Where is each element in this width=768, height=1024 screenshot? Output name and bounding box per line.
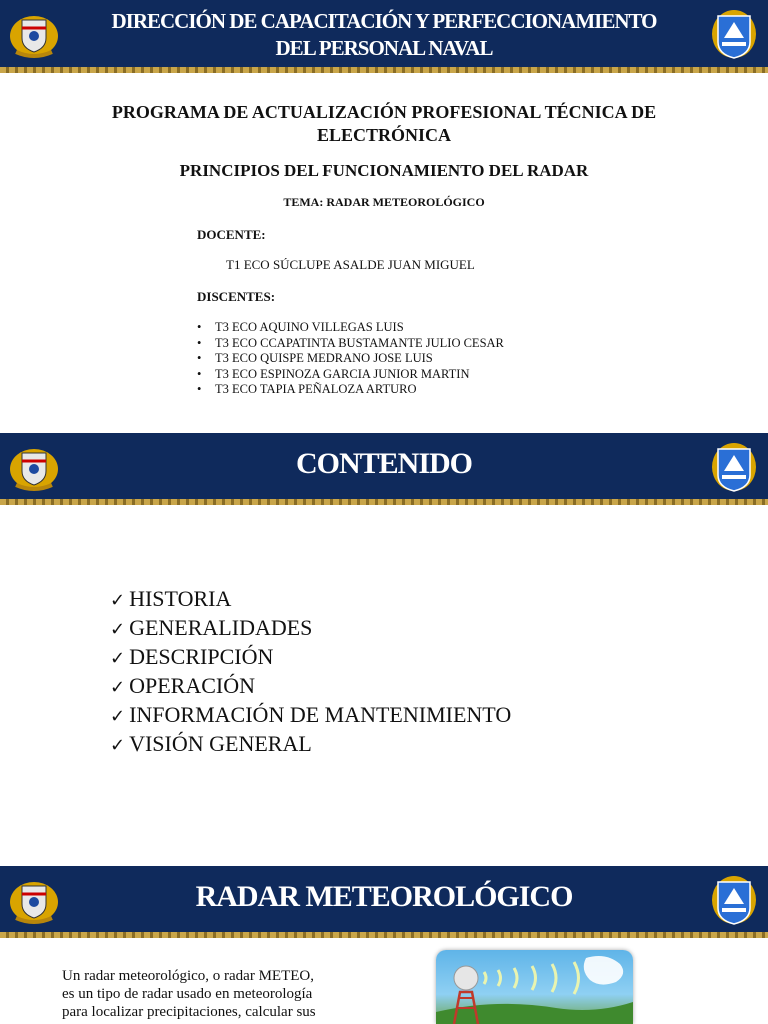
radar-description: Un radar meteorológico, o radar METEO, es un tipo de radar usado en meteorología para localizar precipitaciones, calcular sus bbox=[62, 968, 316, 1020]
list-item: ✓ INFORMACIÓN DE MANTENIMIENTO bbox=[110, 701, 511, 730]
list-item: • T3 ECO QUISPE MEDRANO JOSE LUIS bbox=[197, 351, 504, 367]
header-banner bbox=[0, 433, 768, 499]
banner-title: RADAR METEOROLÓGICO bbox=[195, 880, 573, 913]
naval-shield-icon bbox=[8, 874, 60, 926]
program-title: PROGRAMA DE ACTUALIZACIÓN PROFESIONAL TÉCNICA DE ELECTRÓNICA bbox=[111, 102, 657, 145]
header-banner bbox=[0, 866, 768, 932]
banner-title: DIRECCIÓN DE CAPACITACIÓN Y PERFECCIONAMIENTO DEL PERSONAL NAVAL bbox=[111, 9, 657, 60]
naval-shield-icon bbox=[8, 441, 60, 493]
list-item: ✓ DESCRIPCIÓN bbox=[110, 643, 511, 672]
school-crest-icon bbox=[708, 441, 760, 493]
banner-title: CONTENIDO bbox=[295, 447, 473, 480]
gold-stripe bbox=[0, 67, 768, 73]
header-banner bbox=[0, 0, 768, 67]
naval-shield-icon bbox=[8, 8, 60, 60]
checkmark-icon: ✓ bbox=[110, 677, 126, 698]
list-item: • T3 ECO CCAPATINTA BUSTAMANTE JULIO CESAR bbox=[197, 336, 504, 352]
school-crest-icon bbox=[708, 874, 760, 926]
contents-list bbox=[110, 585, 511, 759]
docente-name: T1 ECO SÚCLUPE ASALDE JUAN MIGUEL bbox=[226, 257, 475, 272]
list-item: ✓ HISTORIA bbox=[110, 585, 511, 614]
discentes-list bbox=[197, 320, 504, 398]
list-item: ✓ OPERACIÓN bbox=[110, 672, 511, 701]
list-item: • T3 ECO ESPINOZA GARCIA JUNIOR MARTIN bbox=[197, 367, 504, 383]
gold-stripe bbox=[0, 932, 768, 938]
discentes-label: DISCENTES: bbox=[197, 289, 276, 304]
school-crest-icon bbox=[708, 8, 760, 60]
subtitle: PRINCIPIOS DEL FUNCIONAMIENTO DEL RADAR bbox=[179, 161, 589, 180]
checkmark-icon: ✓ bbox=[110, 735, 126, 756]
list-item: • T3 ECO AQUINO VILLEGAS LUIS bbox=[197, 320, 504, 336]
checkmark-icon: ✓ bbox=[110, 619, 126, 640]
radar-tower-icon bbox=[436, 950, 633, 1024]
radar-illustration bbox=[436, 950, 633, 1024]
checkmark-icon: ✓ bbox=[110, 648, 126, 669]
checkmark-icon: ✓ bbox=[110, 590, 126, 611]
tema: TEMA: RADAR METEOROLÓGICO bbox=[283, 195, 485, 209]
slide-title bbox=[0, 0, 768, 425]
list-item: ✓ GENERALIDADES bbox=[110, 614, 511, 643]
checkmark-icon: ✓ bbox=[110, 706, 126, 727]
list-item: ✓ VISIÓN GENERAL bbox=[110, 730, 511, 759]
gold-stripe bbox=[0, 499, 768, 505]
docente-label: DOCENTE: bbox=[197, 227, 266, 242]
list-item: • T3 ECO TAPIA PEÑALOZA ARTURO bbox=[197, 382, 504, 398]
